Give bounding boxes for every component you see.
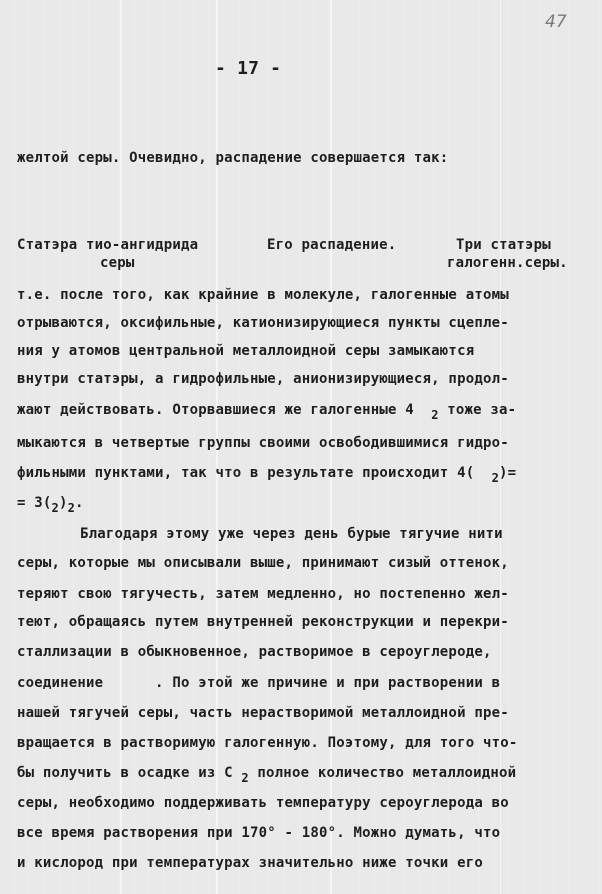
- text-line: теют, обращаясь путем внутренней реконструкции и перекри-: [17, 614, 509, 630]
- text-line: жают действовать. Оторвавшиеся же галогенные 4 2 тоже за-: [17, 402, 517, 422]
- text-line: нашей тягучей серы, часть нерастворимой металлоидной пре-: [17, 705, 509, 721]
- handwritten-folio-number: 47: [545, 12, 567, 32]
- text-line: отрываются, оксифильные, катионизирующиеся пункты сцепле-: [17, 315, 509, 331]
- text-line: бы получить в осадке из С 2 полное количество металлоидной: [17, 765, 517, 785]
- text-line: все время растворения при 170° - 180°. Можно думать, что: [17, 825, 501, 841]
- text-line: желтой серы. Очевидно, распадение совершается так:: [17, 150, 449, 166]
- text-line: мыкаются в четвертые группы своими освободившимися гидро-: [17, 435, 509, 451]
- text-line: ния у атомов центральной металлоидной серы замыкаются: [17, 343, 475, 359]
- column-header: Его распадение.: [267, 237, 397, 253]
- text-line: теряют свою тягучесть, затем медленно, но постепенно жел-: [17, 586, 509, 602]
- column-header: Три статэры: [456, 237, 551, 253]
- text-line: сталлизации в обыкновенное, растворимое в сероуглероде,: [17, 644, 492, 660]
- text-line: серы, которые мы описывали выше, принимают сизый оттенок,: [17, 555, 509, 571]
- text-line: т.е. после того, как крайние в молекуле, галогенные атомы: [17, 287, 509, 303]
- page-number: - 17 -: [215, 58, 282, 79]
- text-line: внутри статэры, а гидрофильные, анионизирующиеся, продол-: [17, 371, 509, 387]
- text-line: вращается в растворимую галогенную. Поэтому, для того что-: [17, 735, 518, 751]
- column-header: галогенн.серы.: [447, 255, 568, 271]
- column-header: серы: [100, 255, 135, 271]
- text-line: серы, необходимо поддерживать температуру сероуглерода во: [17, 795, 509, 811]
- text-line: и кислород при температурах значительно ниже точки его: [17, 855, 483, 871]
- text-line: Благодаря этому уже через день бурые тягучие нити: [80, 526, 503, 542]
- column-header: Статэра тио-ангидрида: [17, 237, 199, 253]
- text-line: фильными пунктами, так что в результате происходит 4( 2)=: [17, 465, 517, 485]
- equation-line: = 3(2)2.: [17, 495, 84, 515]
- text-line: соединение . По этой же причине и при растворении в: [17, 675, 501, 691]
